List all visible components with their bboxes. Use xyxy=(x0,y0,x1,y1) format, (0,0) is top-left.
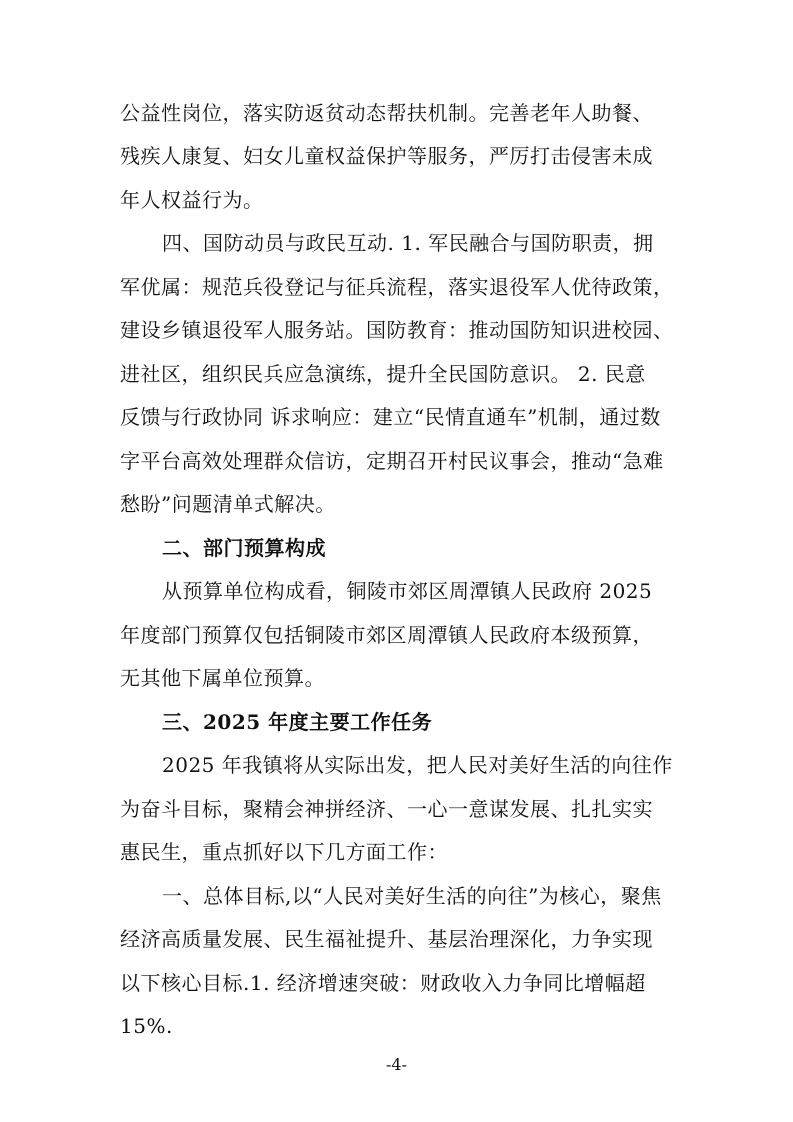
section-heading: 三、2025 年度主要工作任务 xyxy=(162,710,433,734)
paragraph-line: 反馈与行政协同 诉求响应：建立“民情直通车”机制，通过数 xyxy=(120,405,661,429)
section-heading: 二、部门预算构成 xyxy=(162,536,326,560)
paragraph-line: 无其他下属单位预算。 xyxy=(120,666,325,690)
paragraph-line: 一、总体目标,以“人民对美好生活的向往”为核心，聚焦 xyxy=(162,884,662,908)
paragraph-line: 进社区，组织民兵应急演练，提升全民国防意识。 2. 民意 xyxy=(120,362,646,386)
paragraph-line: 年人权益行为。 xyxy=(120,188,264,212)
paragraph-line: 以下核心目标.1. 经济增速突破：财政收入力争同比增幅超 xyxy=(120,971,646,995)
paragraph-line: 四、国防动员与政民互动. 1. 军民融合与国防职责，拥 xyxy=(162,231,654,255)
paragraph-line: 年度部门预算仅包括铜陵市郊区周潭镇人民政府本级预算， xyxy=(120,623,653,647)
paragraph-line: 公益性岗位，落实防返贫动态帮扶机制。完善老年人助餐、 xyxy=(120,101,653,125)
paragraph-line: 建设乡镇退役军人服务站。国防教育：推动国防知识进校园、 xyxy=(120,318,674,342)
paragraph-line: 为奋斗目标，聚精会神拼经济、一心一意谋发展、扎扎实实 xyxy=(120,797,653,821)
paragraph-line: 字平台高效处理群众信访，定期召开村民议事会，推动“急难 xyxy=(120,449,664,473)
page-number: -4- xyxy=(386,1055,407,1074)
paragraph-line: 惠民生，重点抓好以下几方面工作： xyxy=(120,840,448,864)
paragraph-line: 2025 年我镇将从实际出发，把人民对美好生活的向往作 xyxy=(162,753,673,777)
paragraph-line: 经济高质量发展、民生福祉提升、基层治理深化，力争实现 xyxy=(120,927,653,951)
paragraph-line: 愁盼”问题清单式解决。 xyxy=(120,492,336,516)
paragraph-line: 从预算单位构成看，铜陵市郊区周潭镇人民政府 2025 xyxy=(162,579,653,603)
paragraph-line: 军优属：规范兵役登记与征兵流程，落实退役军人优待政策， xyxy=(120,275,674,299)
paragraph-line: 残疾人康复、妇女儿童权益保护等服务，严厉打击侵害未成 xyxy=(120,144,653,168)
paragraph-line: 15%. xyxy=(120,1014,173,1038)
